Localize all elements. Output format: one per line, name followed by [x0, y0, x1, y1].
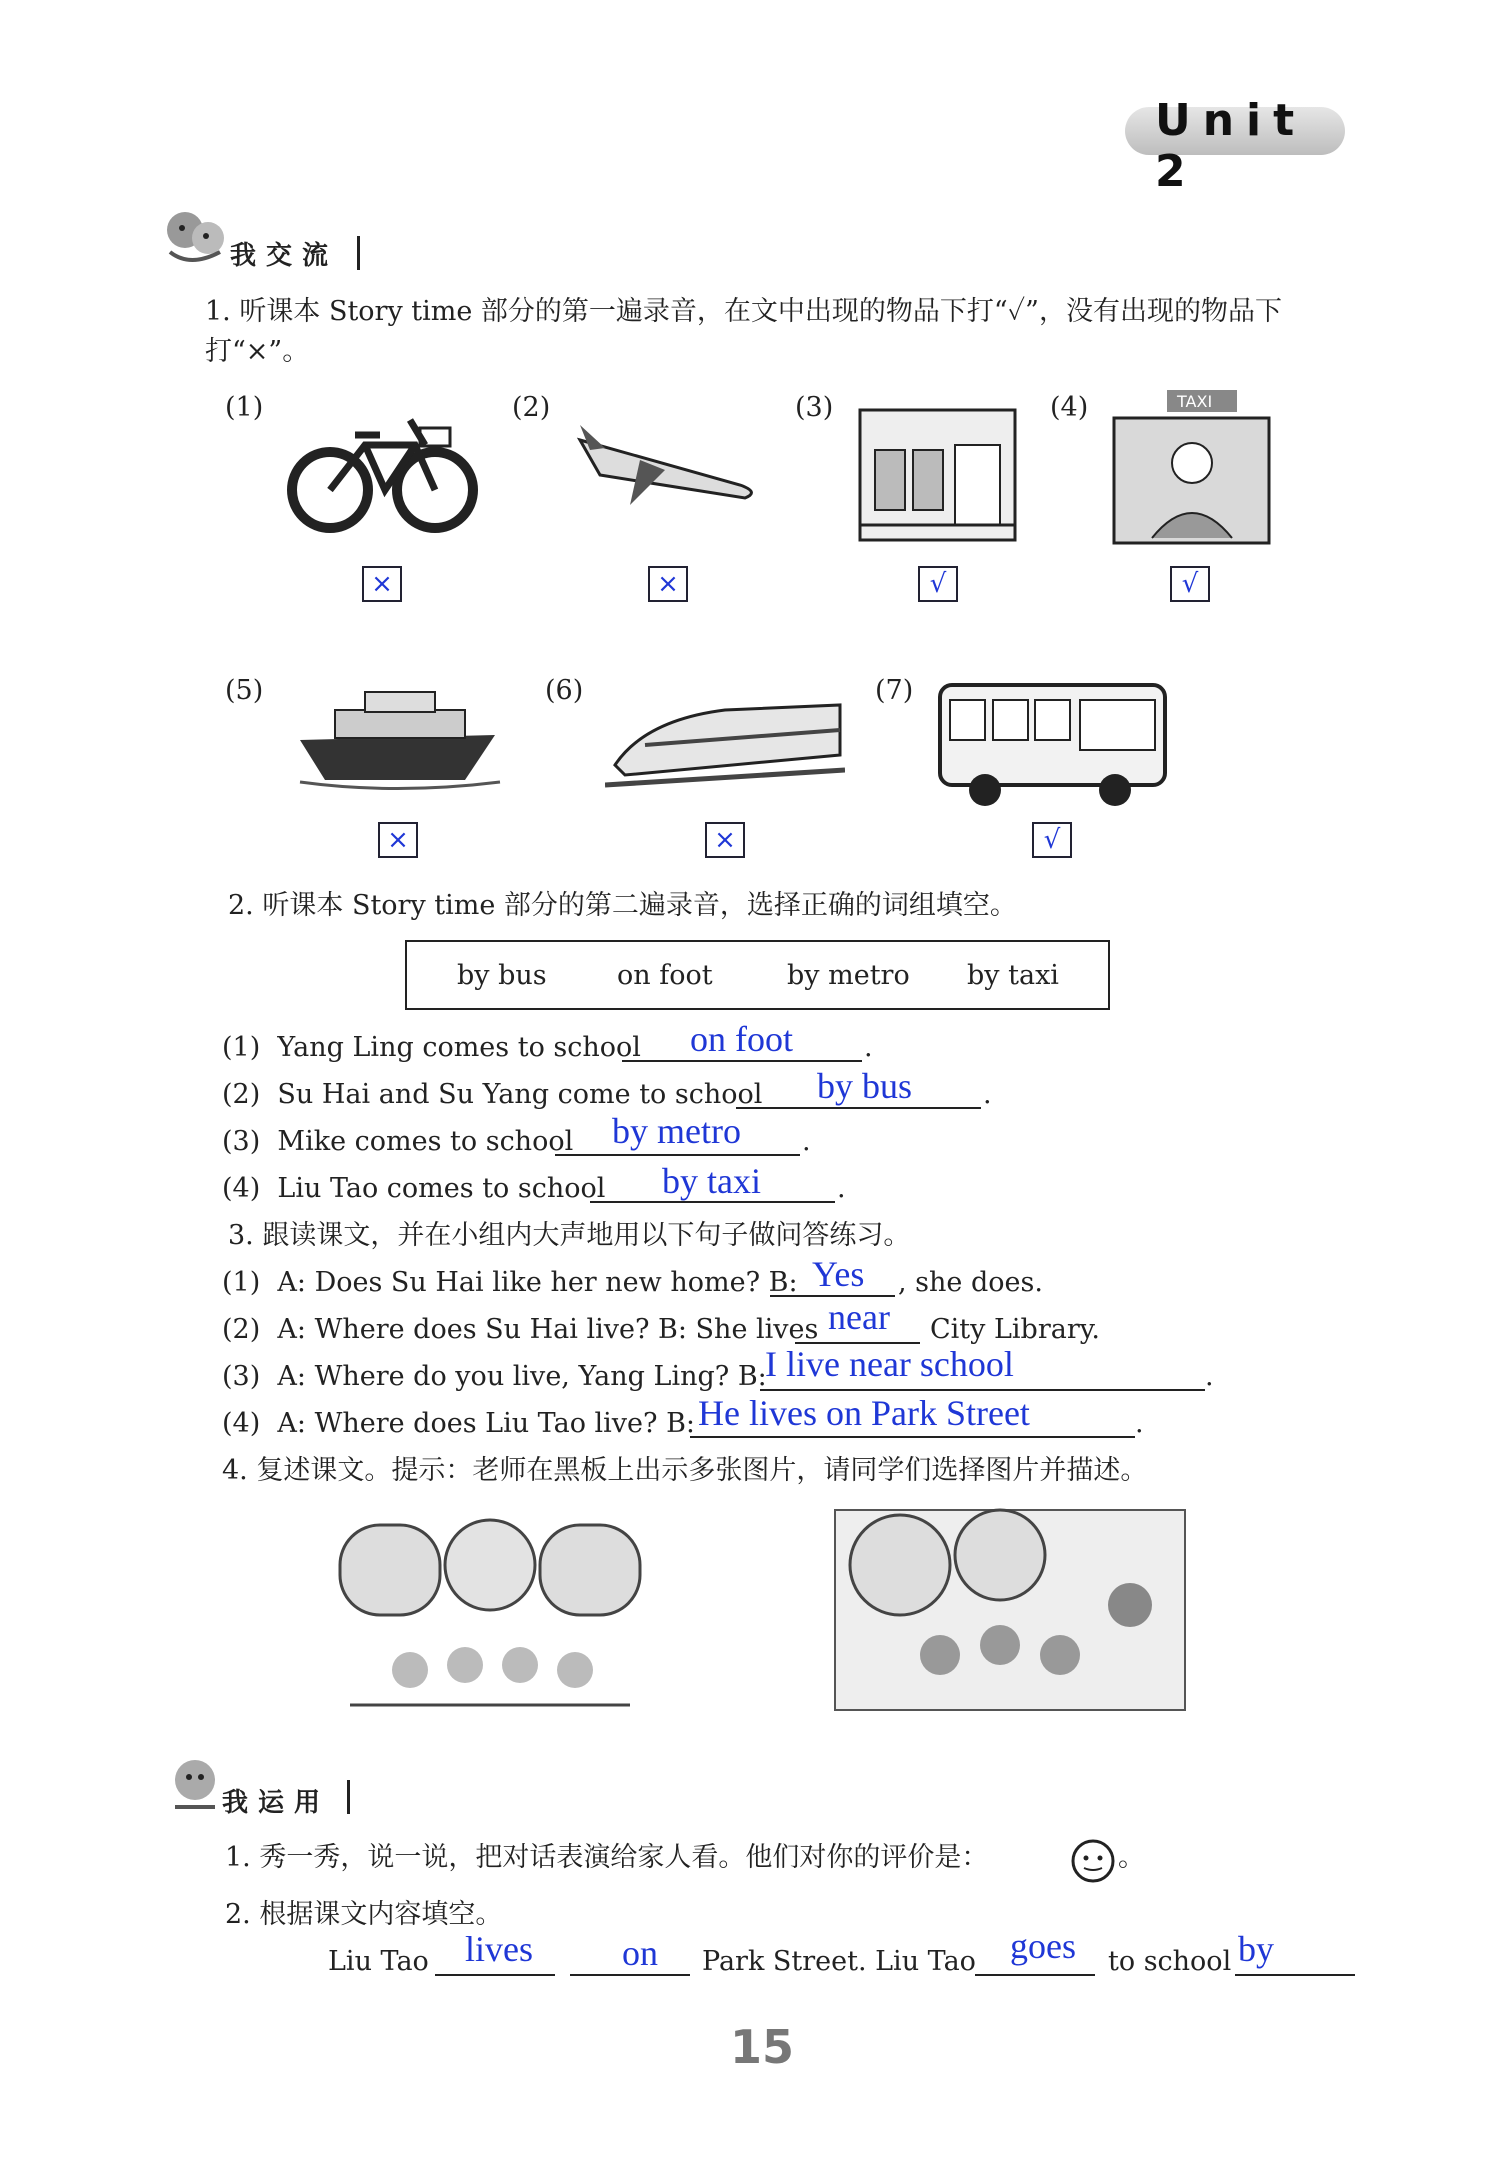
item-label: (3)	[795, 392, 834, 423]
answer-blank	[760, 1389, 1205, 1391]
q2-sentence: (4) Liu Tao comes to school	[222, 1173, 606, 1204]
q2-text: 2. 听课本 Story time 部分的第二遍录音，选择正确的词组填空。	[228, 890, 1017, 921]
high-speed-train-icon	[605, 680, 845, 795]
word-bank	[405, 940, 1110, 1010]
item-label: (6)	[545, 675, 584, 706]
answer-mark-box[interactable]: √	[918, 566, 958, 602]
answer-text[interactable]: on foot	[690, 1019, 793, 1059]
svg-text:TAXI: TAXI	[1177, 392, 1213, 411]
word-bank-option: by taxi	[967, 960, 1059, 991]
answer-text[interactable]: I live near school	[765, 1344, 1014, 1384]
answer-blank	[622, 1060, 862, 1062]
q2-sentence: (2) Su Hai and Su Yang come to school	[222, 1079, 763, 1110]
q1-text: 1. 听课本 Story time 部分的第一遍录音，在文中出现的物品下打“✓”，没有出现的物品下打“×”。	[205, 296, 1282, 367]
item-label: (1)	[225, 392, 264, 423]
q3-text: 3. 跟读课文，并在小组内大声地用以下句子做问答练习。	[228, 1220, 911, 1251]
word-bank-option: by metro	[787, 960, 910, 991]
unit-title: Unit 2	[1155, 95, 1307, 197]
item-label: (5)	[225, 675, 264, 706]
item-label: (7)	[875, 675, 914, 706]
item-label: (2)	[512, 392, 551, 423]
answer-text[interactable]: goes	[1010, 1926, 1076, 1966]
q3-item-tail: , she does.	[898, 1267, 1043, 1298]
q3-item: (1) A: Does Su Hai like her new home? B:	[222, 1267, 798, 1298]
taxi-driver-icon	[1112, 388, 1272, 548]
answer-mark-box[interactable]: ×	[378, 822, 418, 858]
apply-q1-end: 。	[1118, 1842, 1145, 1873]
section-title-apply: 我运用	[222, 1788, 331, 1818]
q3-item-tail: .	[1135, 1408, 1144, 1439]
section-divider	[347, 1780, 350, 1814]
unit-badge	[1125, 95, 1345, 197]
bus-icon	[935, 675, 1170, 810]
sentence-period: .	[864, 1032, 873, 1063]
fill-text: Liu Tao	[328, 1946, 429, 1977]
answer-text[interactable]: on	[622, 1933, 658, 1973]
answer-text[interactable]: by taxi	[662, 1161, 761, 1201]
q3-item: (4) A: Where does Liu Tao live? B:	[222, 1408, 696, 1439]
section-title-communicate: 我交流	[230, 241, 339, 271]
answer-text[interactable]: by metro	[612, 1111, 741, 1151]
answer-mark-box[interactable]: √	[1170, 566, 1210, 602]
answer-text[interactable]: by	[1238, 1929, 1274, 1969]
answer-text[interactable]: lives	[465, 1929, 533, 1969]
sentence-period: .	[837, 1173, 846, 1204]
section-divider	[357, 236, 360, 270]
story-scene-illustration-right	[830, 1505, 1190, 1715]
page-number: 15	[730, 2020, 795, 2074]
apply-q2-text: 2. 根据课文内容填空。	[225, 1899, 503, 1930]
answer-blank	[736, 1107, 981, 1109]
answer-blank	[570, 1974, 690, 1976]
word-bank-option: on foot	[617, 960, 713, 991]
q3-item-tail: City Library.	[930, 1314, 1100, 1345]
answer-mark-box[interactable]: ×	[362, 566, 402, 602]
answer-mark-box[interactable]: ×	[648, 566, 688, 602]
answer-text[interactable]: near	[828, 1297, 890, 1337]
answer-blank	[975, 1974, 1095, 1976]
answer-blank	[1235, 1974, 1355, 1976]
story-scene-illustration-left	[330, 1505, 650, 1710]
word-bank-option: by bus	[457, 960, 547, 991]
cartoon-children-icon	[160, 200, 230, 270]
q3-item-tail: .	[1205, 1361, 1214, 1392]
fill-text: Park Street. Liu Tao	[702, 1946, 976, 1977]
answer-text[interactable]: He lives on Park Street	[698, 1393, 1030, 1433]
answer-mark-box[interactable]: ×	[705, 822, 745, 858]
bicycle-icon	[285, 400, 485, 535]
ship-icon	[295, 680, 505, 790]
cartoon-child-icon	[165, 1752, 230, 1812]
item-label: (4)	[1050, 392, 1089, 423]
answer-text[interactable]: Yes	[812, 1254, 865, 1294]
apply-q1-text: 1. 秀一秀，说一说，把对话表演给家人看。他们对你的评价是：	[225, 1842, 989, 1873]
answer-blank	[690, 1436, 1135, 1438]
sentence-period: .	[802, 1126, 811, 1157]
answer-mark-box[interactable]: √	[1032, 822, 1072, 858]
smiley-face-icon[interactable]	[1070, 1838, 1116, 1884]
sentence-period: .	[983, 1079, 992, 1110]
answer-blank	[555, 1154, 800, 1156]
q2-sentence: (3) Mike comes to school	[222, 1126, 574, 1157]
airplane-icon	[570, 420, 765, 510]
answer-text[interactable]: by bus	[817, 1066, 913, 1106]
q2-sentence: (1) Yang Ling comes to school	[222, 1032, 641, 1063]
q4-text: 4. 复述课文。提示：老师在黑板上出示多张图片，请同学们选择图片并描述。	[222, 1455, 1148, 1486]
answer-blank	[435, 1974, 555, 1976]
fill-text: to school	[1108, 1946, 1232, 1977]
q3-item: (3) A: Where do you live, Yang Ling? B:	[222, 1361, 767, 1392]
q3-item: (2) A: Where does Su Hai live? B: She lives	[222, 1314, 819, 1345]
metro-train-icon	[855, 400, 1020, 545]
